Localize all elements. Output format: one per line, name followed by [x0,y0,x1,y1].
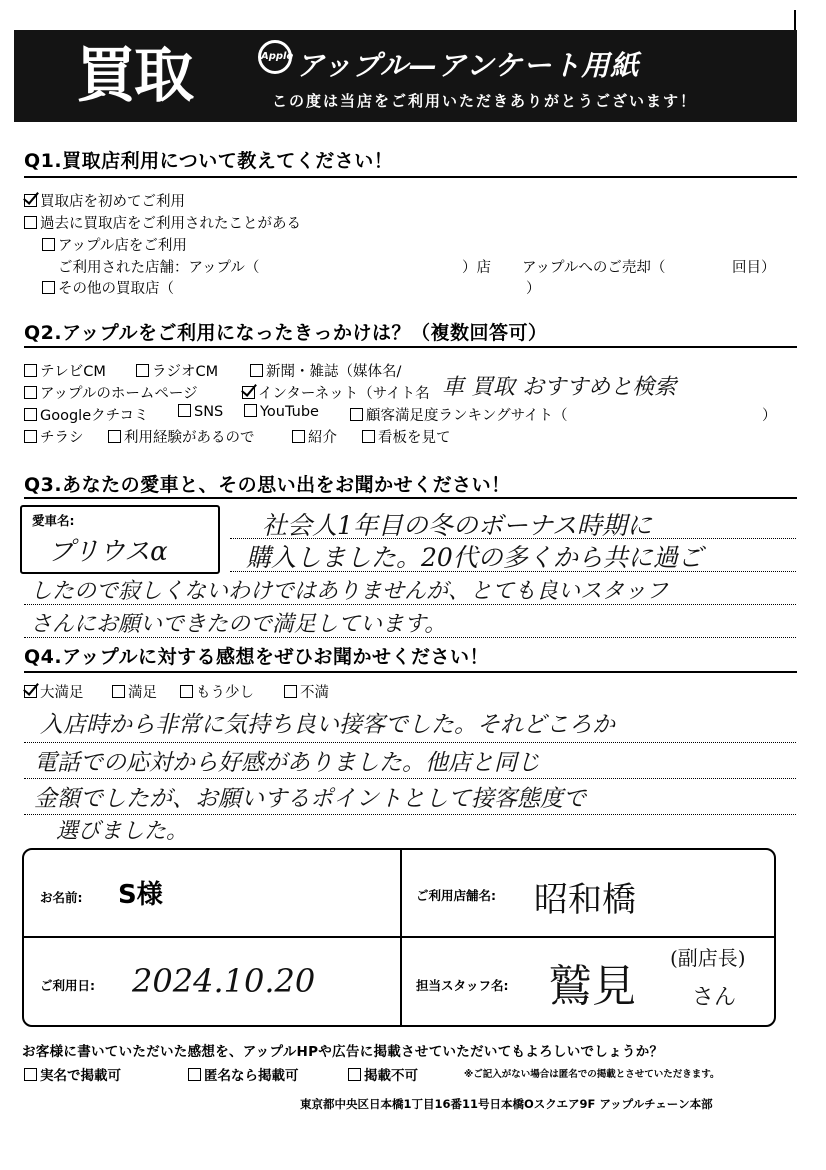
q3-divider [24,497,797,499]
checkbox[interactable] [42,281,55,294]
checkbox[interactable] [178,404,191,417]
checkbox[interactable] [24,216,37,229]
q1-other-suffix: ） [526,281,541,297]
q2-option-youtube[interactable]: YouTube [244,404,319,420]
q2-option-ranking[interactable]: 顧客満足度ランキングサイト（ [350,404,568,425]
checkbox[interactable] [188,1068,201,1081]
date-label: ご利用日: [40,978,95,993]
checkbox[interactable] [42,238,55,251]
checkbox[interactable] [24,430,37,443]
q1-title: Q1.買取店利用について教えてください！ [24,150,394,172]
q2-title: Q2.アップルをご利用になったきっかけは？（複数回答可） [24,322,548,344]
checkbox[interactable] [24,364,37,377]
staff-suffix: さん [692,985,737,1010]
apple-logo [258,40,296,74]
publish-option-no[interactable]: 掲載不可 [348,1064,418,1084]
q2-option-radio-cm[interactable]: ラジオCM [136,360,218,381]
q3-answer-line-3: したので寂しくないわけではありませんが、とても良いスタッフ [30,579,669,604]
car-name-label: 愛車名: [32,513,75,528]
checkbox[interactable] [180,685,193,698]
q1-divider [24,176,797,178]
checkbox[interactable] [24,408,37,421]
q2-option-tv-cm[interactable]: テレビCM [24,360,106,381]
car-name-value: プリウスα [48,537,168,567]
q4-title: Q4.アップルに対する感想をぜひお聞かせください！ [24,646,490,668]
car-name-box[interactable] [20,505,220,574]
checkbox[interactable] [108,430,121,443]
q4-answer-line-3: 金額でしたが、お願いするポイントとして接客態度で [34,786,586,812]
q2-option-experience[interactable]: 利用経験があるので [108,426,255,447]
q3-answer-line-1: 社会人1年目の冬のボーナス時期に [262,511,652,540]
q3-answer-line-4: さんにお願いできたので満足しています。 [30,612,447,637]
q4-answer-line-2: 電話での応対から好感がありました。他店と同じ [34,750,540,776]
q1-option-other-store[interactable]: その他の買取店（ [42,277,174,298]
q3-answer-line-2: 購入しました。20代の多くから共に過ご [246,543,703,572]
info-divider-horizontal [24,936,774,938]
checkbox[interactable] [244,404,257,417]
q2-option-homepage[interactable]: アップルのホームページ [24,382,198,403]
q1-store-suffix: ）店 [462,260,491,276]
q1-visits-suffix: 回目） [732,260,776,276]
publish-option-anonymous[interactable]: 匿名なら掲載可 [188,1064,299,1084]
q2-divider [24,346,797,348]
staff-title: (副店長) [670,946,746,970]
checkbox[interactable] [284,685,297,698]
header-kaitori: 買取 [76,41,192,111]
q4-option-dissatisfied[interactable]: 不満 [284,681,329,702]
checkbox[interactable] [250,364,263,377]
checkbox[interactable] [350,408,363,421]
q1-option-used-before[interactable]: 過去に買取店をご利用されたことがある [24,212,301,233]
checkbox[interactable] [136,364,149,377]
checkbox-checked[interactable] [242,386,255,399]
header-title: アップル—アンケート用紙 [296,49,640,82]
checkbox[interactable] [292,430,305,443]
header-subtitle: この度は当店をご利用いただきありがとうございます！ [272,92,698,110]
q2-option-google[interactable]: Googleクチコミ [24,404,149,425]
store-value[interactable]: 昭和橋 [534,880,636,920]
q2-option-internet[interactable]: インターネット（サイト名 [242,382,430,403]
checkbox[interactable] [24,386,37,399]
q4-option-very-satisfied[interactable]: 大満足 [24,681,84,702]
q4-answer-line-4: 選びました。 [56,819,189,844]
q4-divider [24,671,797,673]
checkbox[interactable] [24,1068,37,1081]
date-value[interactable]: 2024.10.20 [132,962,316,1000]
publish-note: ※ご記入がない場合は匿名での掲載とさせていただきます。 [464,1069,720,1080]
q3-title: Q3.あなたの愛車と、その思い出をお聞かせください！ [24,474,511,496]
store-label: ご利用店舗名: [416,888,496,903]
q4-option-so-so[interactable]: もう少し [180,681,254,702]
checkbox-checked[interactable] [24,194,37,207]
customer-info-box [22,848,776,1027]
q2-internet-answer: 車 買取 おすすめと検索 [442,375,677,400]
staff-label: 担当スタッフ名: [416,978,509,993]
q4-ruled-line [24,742,796,743]
checkbox[interactable] [348,1068,361,1081]
checkbox[interactable] [362,430,375,443]
q4-ruled-line [24,778,796,779]
publish-permission-question: お客様に書いていただいた感想を、アップルHPや広告に掲載させていただいてもよろしいでしょうか？ [22,1044,664,1060]
q2-option-signboard[interactable]: 看板を見て [362,426,451,447]
staff-value[interactable]: 鷲見 [548,961,636,1012]
q4-answer-line-1: 入店時から非常に気持ち良い接客でした。それどころか [40,712,615,738]
q1-store-used: ご利用された店舗：アップル（ [58,260,260,276]
apple-logo-icon: Apple [258,40,292,74]
form-header [14,30,797,122]
q2-option-flyer[interactable]: チラシ [24,426,84,447]
company-address: 東京都中央区日本橋1丁目16番11号日本橋Oスクエア9F アップルチェーン本部 [300,1097,713,1111]
checkbox-checked[interactable] [24,685,37,698]
checkbox[interactable] [112,685,125,698]
q2-ranking-suffix: ） [762,408,777,424]
name-value[interactable]: S様 [118,880,163,910]
publish-option-real-name[interactable]: 実名で掲載可 [24,1064,121,1084]
q2-option-referral[interactable]: 紹介 [292,426,337,447]
q1-visits-label: アップルへのご売却（ [522,260,666,276]
name-label: お名前: [40,890,83,905]
q2-option-newspaper[interactable]: 新聞・雑誌（媒体名/ [250,360,401,381]
q2-option-sns[interactable]: SNS [178,404,223,420]
q1-option-first-time[interactable]: 買取店を初めてご利用 [24,190,185,211]
margin-mark [794,10,796,32]
q4-option-satisfied[interactable]: 満足 [112,681,157,702]
q1-option-apple-store[interactable]: アップル店をご利用 [42,234,187,255]
